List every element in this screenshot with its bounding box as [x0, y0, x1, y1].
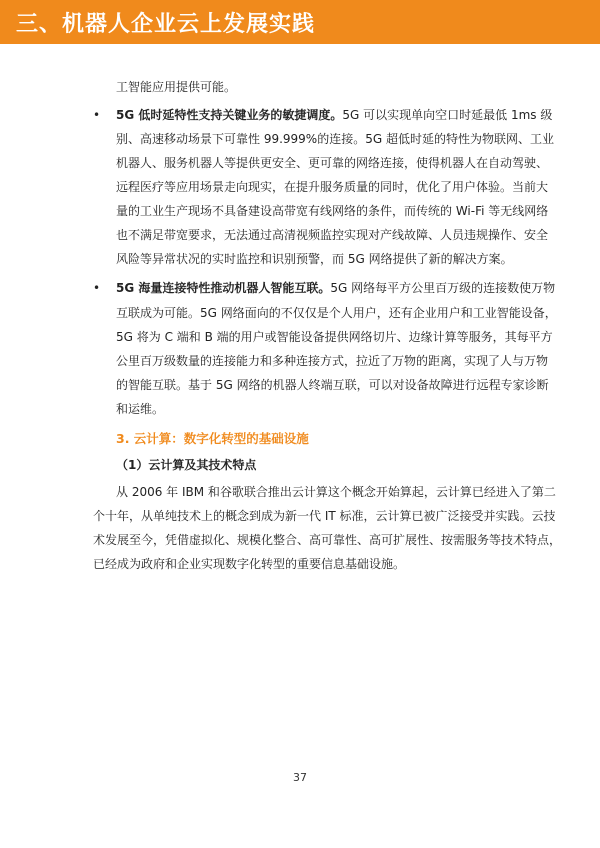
- page-number: 37: [293, 771, 307, 784]
- bullet-2-lead: 5G 海量连接特性推动机器人智能互联。: [116, 281, 331, 295]
- bullet-1-line: 也不满足带宽要求，无法通过高清视频监控实现对产线故障、人员违规操作、安全: [116, 228, 549, 242]
- continuation-line: 工智能应用提供可能。: [116, 80, 237, 94]
- bullet-1-first-line-rest: 5G 可以实现单向空口时延最低 1ms 级: [342, 108, 553, 122]
- section-heading: 3. 云计算：数字化转型的基础设施: [116, 431, 309, 446]
- bullet-1-first-line: [116, 107, 552, 123]
- bullet-1-line: 远程医疗等应用场景走向现实，在提升服务质量的同时，优化了用户体验。当前大: [116, 180, 549, 194]
- bullet-2-line: 互联成为可能。5G 网络面向的不仅仅是个人用户，还有企业用户和工业智能设备，: [116, 306, 557, 320]
- paragraph-line: 已经成为政府和企业实现数字化转型的重要信息基础设施。: [93, 557, 406, 571]
- bullet-2-line: 5G 将为 C 端和 B 端的用户或智能设备提供网络切片、边缘计算等服务，其每平方: [116, 330, 553, 344]
- chapter-title: 三、机器人企业云上发展实践: [16, 12, 316, 37]
- bullet-2-line: 和运维。: [116, 402, 165, 416]
- bullet-2-line: 公里百万级数量的连接能力和多种连接方式，拉近了万物的距离，实现了人与万物: [116, 354, 549, 368]
- subsection-heading: （1）云计算及其技术特点: [116, 458, 257, 472]
- bullet-1-lead: 5G 低时延特性支持关键业务的敏捷调度。: [116, 108, 343, 122]
- bullet-1-line: 机器人、服务机器人等提供更安全、更可靠的网络连接，使得机器人在自动驾驶、: [116, 156, 549, 170]
- bullet-1-line: 量的工业生产现场不具备建设高带宽有线网络的条件，而传统的 Wi-Fi 等无线网络: [116, 204, 549, 218]
- paragraph-line: 从 2006 年 IBM 和谷歌联合推出云计算这个概念开始算起，云计算已经进入了第二: [116, 485, 556, 499]
- chapter-header-bar: [0, 0, 600, 44]
- bullet-1-line: 别、高速移动场景下可靠性 99.999%的连接。5G 超低时延的特性为物联网、工业: [116, 132, 554, 146]
- bullet-point-icon: •: [93, 108, 101, 122]
- paragraph-line: 术发展至今，凭借虚拟化、规模化整合、高可靠性、高可扩展性、按需服务等技术特点，: [93, 533, 562, 547]
- bullet-2-first-line: [116, 280, 555, 296]
- bullet-point-icon: •: [93, 281, 101, 295]
- bullet-2-first-line-rest: 5G 网络每平方公里百万级的连接数使万物: [330, 281, 556, 295]
- bullet-2-line: 的智能互联。基于 5G 网络的机器人终端互联，可以对设备故障进行远程专家诊断: [116, 378, 549, 392]
- bullet-1-line: 风险等异常状况的实时监控和识别预警，而 5G 网络提供了新的解决方案。: [116, 252, 513, 266]
- paragraph-line: 个十年，从单纯技术上的概念到成为新一代 IT 标准，云计算已被广泛接受并实践。云技: [93, 509, 556, 523]
